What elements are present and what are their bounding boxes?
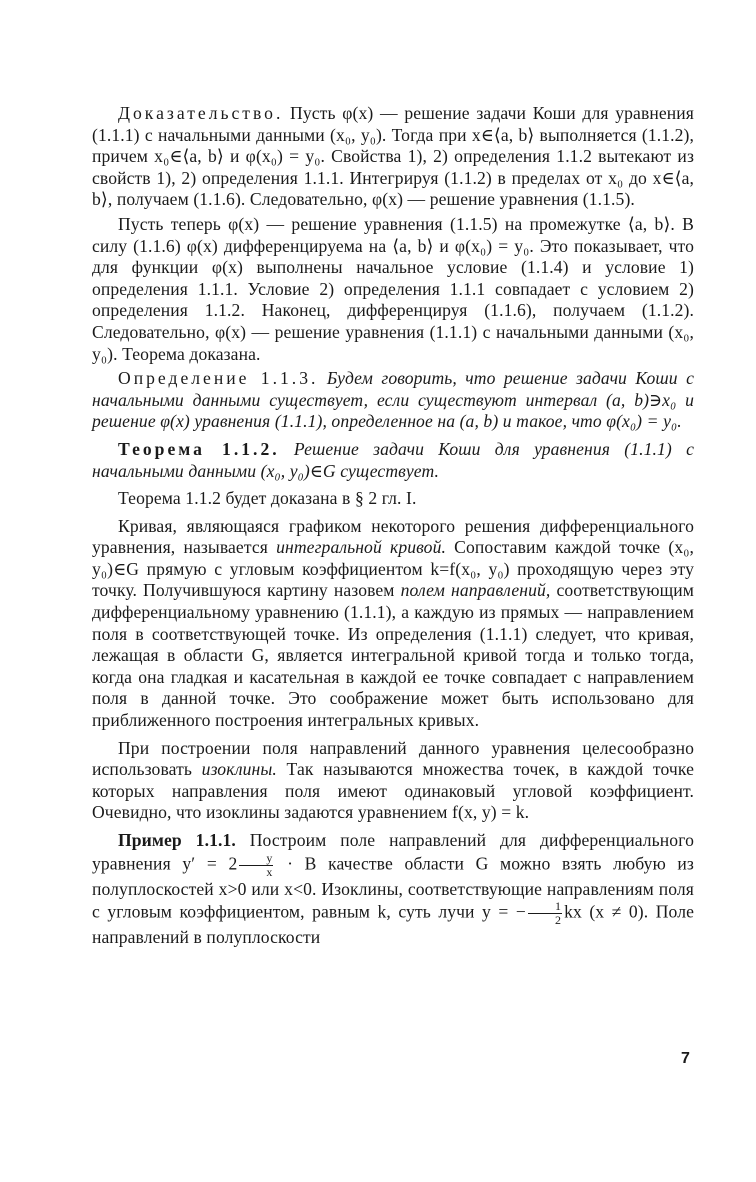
isocline-term: изоклины.	[201, 759, 277, 780]
fraction-numerator: y	[239, 852, 273, 866]
integral-curve-paragraph	[92, 516, 694, 732]
example-paragraph	[92, 830, 694, 949]
isocline-paragraph	[92, 738, 694, 824]
theorem-paragraph	[92, 439, 694, 482]
fraction-y-over-x	[239, 852, 273, 879]
integral-curve-text-3: соответствующим дифференциальному уравнению (1.1.1), а каждую из прямых — направлением поля в соответствующей точке. Из определения (1.1.1) следует, что кривая, лежащая в области G, является интегральной кривой тогда и только тогда, когда она гладкая и касательная в каждой ее точке совпадает с направлением поля в данной точке. Это соображение может быть использовано для приближенного построения интегральных кривых.	[92, 580, 694, 731]
proof-lead: Доказательство.	[118, 103, 284, 123]
isocline-text-1: При построении поля направлений данного уравнения целесообразно использовать	[92, 737, 694, 780]
theorem-note-text: Теорема 1.1.2 будет доказана в § 2 гл. I.	[118, 488, 417, 509]
example-text-1: Построим поле направлений для дифференциального уравнения y′ = 2	[92, 830, 694, 874]
direction-field-term: полем направлений,	[400, 580, 551, 601]
definition-text: Будем говорить, что решение задачи Коши с начальными данными существует, если существуют интервал (a, b)∋x₀ и решение φ(x) уравнения (1.1.1), определенное на (a, b) и такое, что φ(x₀) = y₀.	[92, 368, 695, 432]
example-text-2: · В качестве области G можно взять любую из полуплоскостей x>0 или x<0. Изоклины, соответствующие направлениям поля с угловым коэффициентом, равным k, суть лучи y = −	[92, 853, 694, 922]
theorem-note-paragraph	[92, 488, 694, 510]
isocline-text-2: Так называются множества точек, в каждой точке которых направления поля имеют одинаковый угловой коэффициент. Очевидно, что изоклины задаются уравнением f(x, y) = k.	[92, 759, 694, 823]
page-number: 7	[681, 1050, 690, 1067]
fraction-denominator: 2	[554, 913, 562, 928]
definition-lead: Определение 1.1.3.	[118, 368, 319, 389]
example-lead: Пример 1.1.1.	[118, 830, 236, 850]
fraction-numerator: 1	[528, 900, 562, 914]
definition-paragraph	[92, 368, 694, 433]
fraction-denominator: x	[266, 864, 273, 879]
integral-curve-text-2: Сопоставим каждой точке (x₀, y₀)∈G прямую с угловым коэффициентом k=f(x₀, y₀) проходящую через эту точку. Получившуюся картину назовем	[92, 537, 695, 601]
theorem-text: Решение задачи Коши для уравнения (1.1.1) с начальными данными (x₀, y₀)∈G существует.	[92, 438, 694, 481]
page-body	[92, 103, 694, 952]
integral-curve-term: интегральной кривой.	[276, 537, 446, 558]
proof-continuation-paragraph	[92, 214, 694, 365]
example-text-3: kx (x ≠ 0). Поле направлений в полуплоскости	[92, 901, 694, 948]
fraction-one-half	[528, 900, 562, 927]
proof-paragraph	[92, 103, 694, 211]
proof-continuation-text: Пусть теперь φ(x) — решение уравнения (1.1.5) на промежутке ⟨a, b⟩. В силу (1.1.6) φ(x) дифференцируема на ⟨a, b⟩ и φ(x₀) = y₀. Это показывает, что для функции φ(x) выполнены начальное условие (1.1.4) и условие 1) определения 1.1.1. Условие 2) определения 1.1.1 совпадает с условием 2) определения 1.1.2. Наконец, дифференцируя (1.1.6), получаем (1.1.2). Следовательно, φ(x) — решение уравнения (1.1.1) с начальными данными (x₀, y₀). Теорема доказана.	[92, 213, 694, 364]
integral-curve-text-1: Кривая, являющаяся графиком некоторого решения дифференциального уравнения, называется	[92, 515, 694, 558]
theorem-lead: Теорема 1.1.2.	[118, 438, 280, 459]
proof-text: Пусть φ(x) — решение задачи Коши для уравнения (1.1.1) с начальными данными (x₀, y₀). Тогда при x∈⟨a, b⟩ выполняется (1.1.2), причем x₀∈⟨a, b⟩ и φ(x₀) = y₀. Свойства 1), 2) определения 1.1.2 вытекают из свойств 1), 2) определения 1.1.1. Интегрируя (1.1.2) в пределах от x₀ до x∈⟨a, b⟩, получаем (1.1.6). Следовательно, φ(x) — решение уравнения (1.1.5).	[92, 103, 694, 210]
